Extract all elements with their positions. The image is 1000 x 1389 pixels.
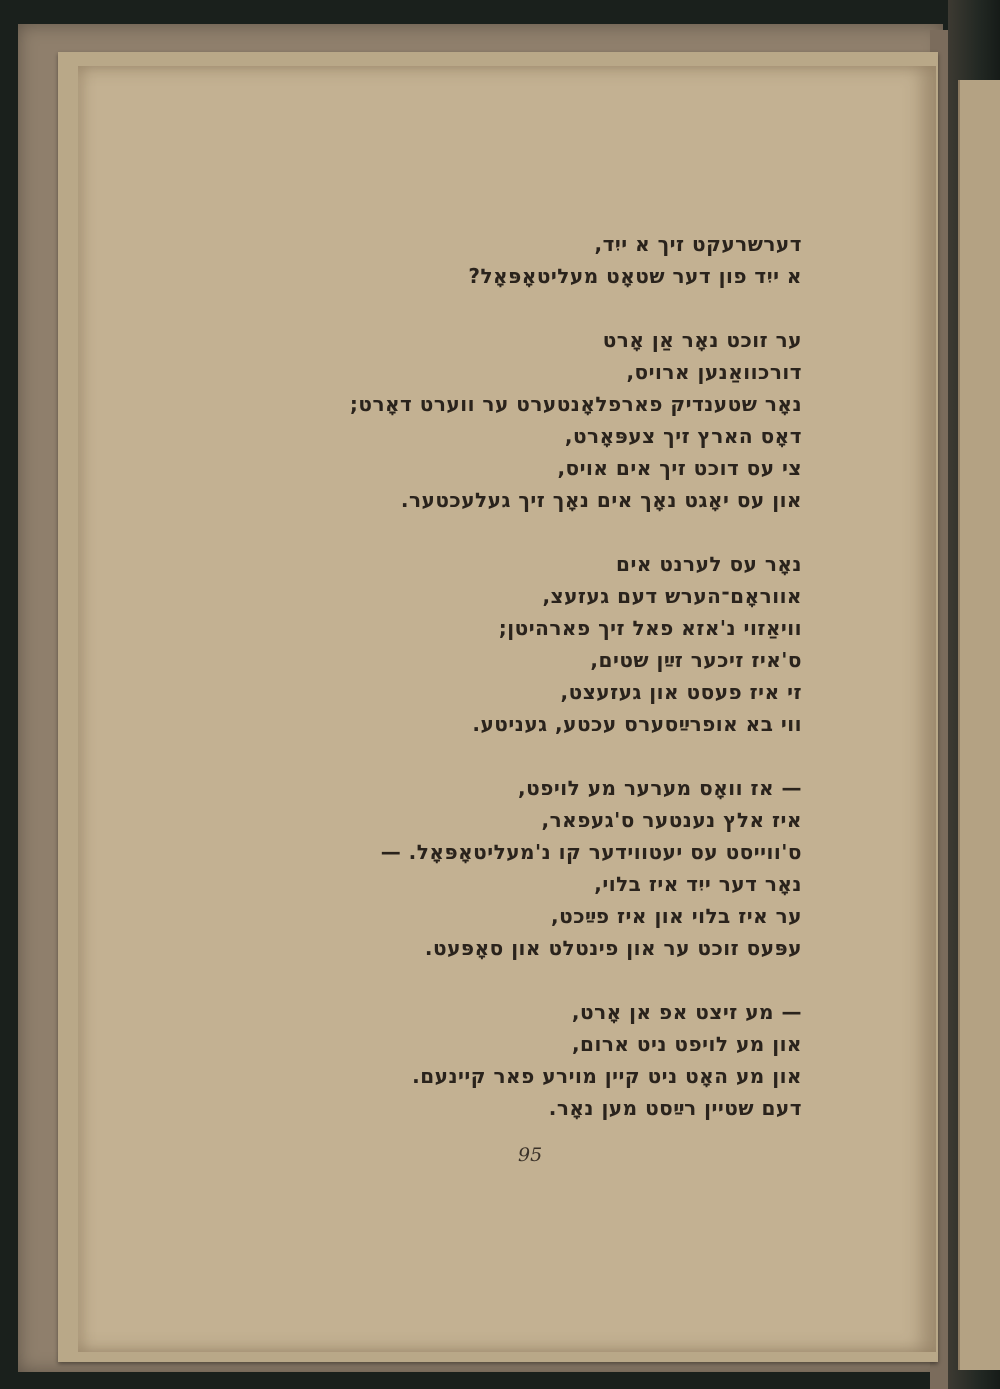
poem-line: אווראָם־הערש דעם געזעצ, — [542, 584, 802, 608]
poem-line: איז אלץ נענטער ס'געפאר, — [541, 808, 802, 832]
poem-line: — אז וואָס מערער מע לויפט, — [518, 776, 802, 800]
page-number: 95 — [518, 1144, 543, 1166]
poem-line: דעם שטיין רײַסט מען נאָר. — [548, 1096, 802, 1120]
poem-text — [350, 228, 802, 1156]
book-page — [78, 66, 936, 1352]
poem-line: און מע האָט ניט קיין מוירע פאר קיינעם. — [412, 1064, 802, 1088]
poem-line: — מע זיצט אפ אן אָרט, — [571, 1000, 802, 1024]
stanza — [350, 996, 802, 1124]
poem-line: און מע לויפט ניט ארום, — [571, 1032, 802, 1056]
poem-line: ער איז בלוי און איז פײַכט, — [551, 904, 802, 928]
poem-line: נאָר עס לערנט אים — [616, 552, 802, 576]
poem-line: ס'איז זיכער זײַן שטים, — [590, 648, 802, 672]
stanza — [350, 324, 802, 516]
poem-line: נאָר דער ייִד איז בלוי, — [594, 872, 802, 896]
stanza — [350, 548, 802, 740]
stanza — [350, 228, 802, 292]
poem-line: וויאַזוי נ'אזא פאל זיך פארהיטן; — [498, 616, 802, 640]
poem-line: דאָס הארץ זיך צעפּאָרט, — [564, 424, 802, 448]
poem-line: דערשרעקט זיך א ייִד, — [594, 232, 802, 256]
poem-line: עפּעס זוכט ער און פינטלט און סאָפּעט. — [424, 936, 802, 960]
poem-line: ווי בא אופרײַסערס עכטע, געניטע. — [472, 712, 802, 736]
poem-line: צי עס דוכט זיך אים אויס, — [557, 456, 802, 480]
poem-line: זי איז פעסט און געזעצט, — [560, 680, 802, 704]
poem-line: ער זוכט נאָר אַן אָרט — [602, 328, 802, 352]
stanza — [350, 772, 802, 964]
facing-page-edge — [958, 80, 1000, 1370]
poem-line: א ייִד פון דער שטאָט מעליטאָפּאָל? — [468, 264, 802, 288]
poem-line: און עס יאָגט נאָך אים נאָך זיך געלעכטער. — [400, 488, 802, 512]
poem-line: נאָר שטענדיק פארפלאָנטערט ער ווערט דאָרט; — [349, 392, 802, 416]
poem-line: דורכוואַנען ארויס, — [626, 360, 802, 384]
poem-line: ס'ווייסט עס יעטווידער קו נ'מעליטאָפּאָל. — — [380, 840, 802, 864]
